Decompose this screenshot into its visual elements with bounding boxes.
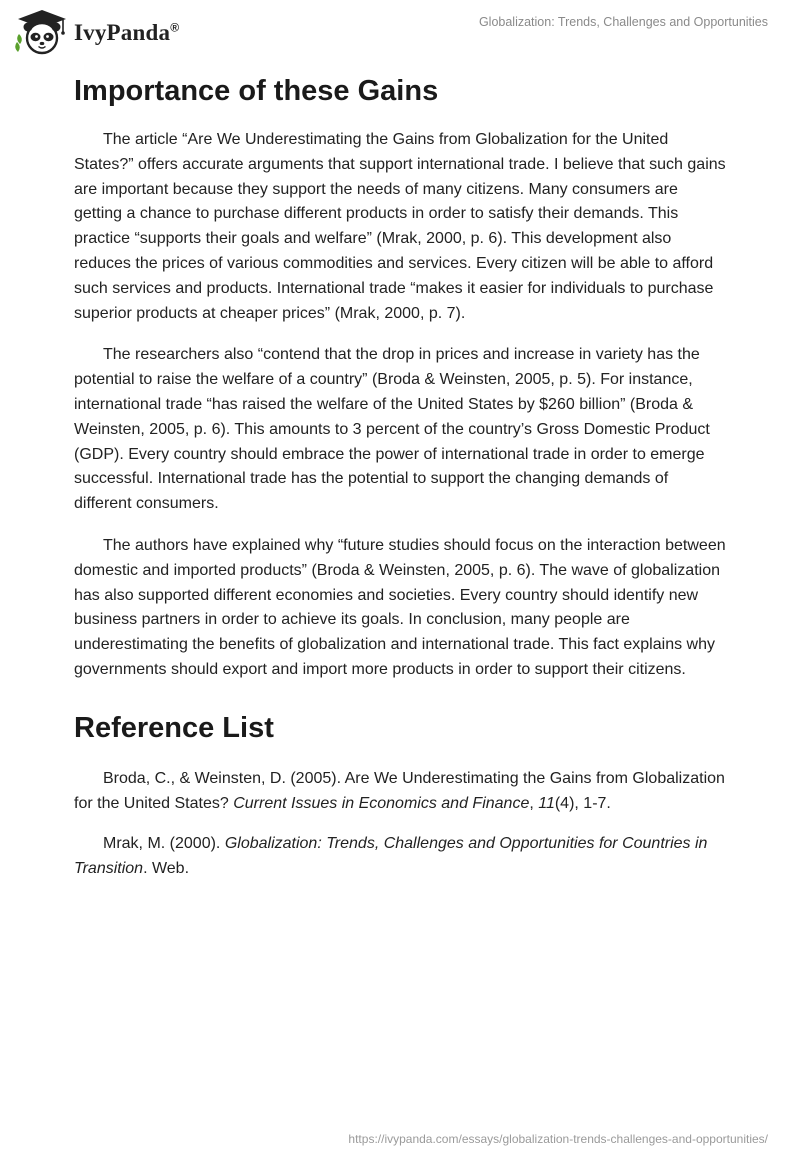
page-header: [0, 0, 800, 60]
section-heading-importance: Importance of these Gains: [74, 75, 439, 107]
reference-entry: Broda, C., & Weinsten, D. (2005). Are We Underestimating the Gains from Globalization for the United States? Current Issues in Economics and Finance, 11(4), 1-7.: [74, 769, 725, 812]
main-content: [74, 72, 726, 898]
paragraph: The article “Are We Underestimating the Gains from Globalization for the United States?” offers accurate arguments that support international trade. I believe that such gains are important because they support the needs of many citizens. Many consumers are getting a chance to purchase different products in order to satisfy their demands. This practice “supports their goals and welfare” (Mrak, 2000, p. 6). This development also reduces the prices of various commodities and services. Every citizen will be able to afford such services and products. International trade “makes it easier for individuals to purchase superior products at cheaper prices” (Mrak, 2000, p. 7).: [74, 131, 726, 322]
paragraph: The researchers also “contend that the drop in prices and increase in variety has the potential to raise the welfare of a country” (Broda & Weinsten, 2005, p. 5). For instance, international trade “has raised the welfare of the United States by $260 billion” (Broda & Weinsten, 2005, p. 6). This amounts to 3 percent of the country’s Gross Domestic Product (GDP). Every country should embrace the power of international trade in order to emerge successful. International trade has the potential to support the changing demands of different consumers.: [74, 346, 710, 513]
section-heading-references: Reference List: [74, 711, 274, 744]
journal-title: Current Issues in Economics and Finance: [233, 794, 530, 812]
ivypanda-logo[interactable]: [14, 8, 179, 56]
journal-volume: 11: [538, 794, 555, 812]
document-title: Globalization: Trends, Challenges and Opportunities: [478, 15, 768, 29]
logo-text: IvyPanda®: [74, 20, 180, 45]
registered-mark: ®: [170, 20, 180, 35]
reference-entry: Mrak, M. (2000). Globalization: Trends, Challenges and Opportunities for Countries in Transition. Web.: [74, 835, 708, 878]
book-title: Globalization: Trends, Challenges and Opportunities for Countries in Transition: [74, 835, 708, 878]
source-url[interactable]: https://ivypanda.com/essays/globalization-trends-challenges-and-opportunities/: [348, 1132, 768, 1146]
panda-graduate-icon: [14, 8, 70, 56]
paragraph: The authors have explained why “future studies should focus on the interaction between domestic and imported products” (Broda & Weinsten, 2005, p. 6). The wave of globalization has also supported different economies and societies. Every country should identify new business partners in order to achieve its goals. In conclusion, many people are underestimating the benefits of globalization and international trade. This fact explains why governments should export and import more products in order to support their citizens.: [74, 536, 726, 678]
